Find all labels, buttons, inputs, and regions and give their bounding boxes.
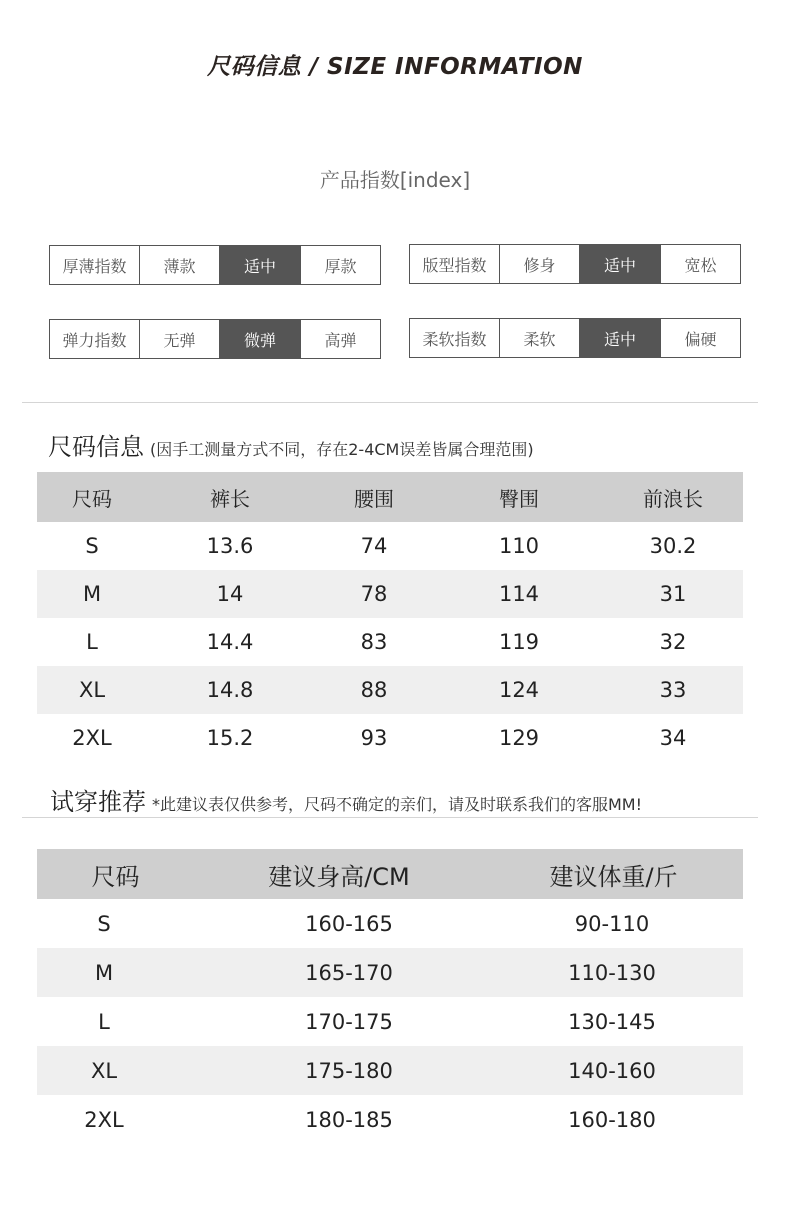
table-cell: 14.8: [206, 678, 254, 702]
index-option-selected: 适中: [219, 246, 300, 284]
table-row: [37, 1095, 743, 1144]
table-cell: S: [85, 534, 99, 558]
table-header-row: [37, 849, 743, 899]
index-group-elasticity: [49, 319, 381, 359]
index-option: 无弹: [139, 320, 219, 358]
table-row: [37, 1046, 743, 1095]
index-option: 高弹: [300, 320, 380, 358]
table-cell: S: [97, 911, 111, 936]
table-cell: 88: [360, 678, 388, 702]
table-row: [37, 997, 743, 1046]
table-cell: M: [94, 960, 114, 985]
table-cell: 34: [659, 726, 687, 750]
table-cell: 129: [498, 726, 540, 750]
index-option: 修身: [499, 245, 579, 283]
table-cell: 93: [360, 726, 388, 750]
size-info-title: 尺码信息: [48, 433, 144, 461]
table-cell: L: [98, 1009, 110, 1034]
table-row: [37, 618, 743, 666]
table-cell: 124: [498, 678, 540, 702]
recommendation-table: [37, 849, 743, 1144]
table-cell: 15.2: [206, 726, 254, 750]
table-cell: XL: [90, 1058, 118, 1083]
table-cell: 32: [659, 630, 687, 654]
table-cell: XL: [78, 678, 106, 702]
table-header-cell: 尺码: [91, 862, 140, 891]
table-cell: 2XL: [84, 1107, 124, 1132]
table-cell: 74: [360, 534, 388, 558]
divider: [22, 817, 758, 818]
table-header-cell: 裤长: [210, 486, 250, 511]
size-info-table: [37, 472, 743, 762]
table-header-row: [37, 472, 743, 522]
table-cell: 170-175: [305, 1009, 393, 1034]
index-option: 柔软: [499, 319, 579, 357]
index-option: 偏硬: [660, 319, 740, 357]
table-row: [37, 666, 743, 714]
table-header-cell: 前浪长: [643, 486, 703, 511]
index-group-thickness: [49, 245, 381, 285]
table-cell: 110: [498, 534, 540, 558]
table-cell: L: [86, 630, 98, 654]
index-label: 厚薄指数: [62, 256, 127, 276]
size-info-note: (因手工测量方式不同，存在2-4CM误差皆属合理范围): [150, 440, 534, 459]
table-cell: 78: [360, 582, 388, 606]
index-label: 柔软指数: [422, 329, 487, 349]
table-row: [37, 899, 743, 948]
table-row: [37, 714, 743, 762]
size-info-heading: [48, 427, 534, 462]
table-cell: 14.4: [206, 630, 254, 654]
table-header-cell: 建议身高/CM: [268, 862, 410, 891]
index-label: 版型指数: [422, 255, 487, 275]
index-option-selected: 适中: [579, 319, 660, 357]
table-row: [37, 570, 743, 618]
table-cell: 114: [498, 582, 540, 606]
table-cell: 110-130: [568, 960, 656, 985]
recommendation-note: *此建议表仅供参考，尺码不确定的亲们，请及时联系我们的客服MM!: [152, 795, 643, 814]
table-cell: 130-145: [568, 1009, 656, 1034]
table-cell: 160-165: [305, 911, 393, 936]
table-cell: 2XL: [72, 726, 112, 750]
table-cell: 33: [659, 678, 687, 702]
index-group-softness: [409, 318, 741, 358]
table-cell: 31: [659, 582, 687, 606]
table-cell: 119: [498, 630, 540, 654]
index-option-selected: 微弹: [219, 320, 300, 358]
table-header-cell: 臀围: [499, 486, 539, 511]
index-option-selected: 适中: [579, 245, 660, 283]
index-label: 弹力指数: [62, 330, 127, 350]
table-header-cell: 腰围: [354, 486, 394, 511]
table-cell: 140-160: [568, 1058, 656, 1083]
table-header-cell: 尺码: [72, 486, 112, 511]
index-option: 宽松: [660, 245, 740, 283]
table-row: [37, 522, 743, 570]
recommendation-title: 试穿推荐: [50, 788, 146, 816]
page-title: 尺码信息 / SIZE INFORMATION: [207, 54, 583, 80]
divider: [22, 402, 758, 403]
table-cell: 90-110: [574, 911, 650, 936]
table-cell: 165-170: [305, 960, 393, 985]
recommendation-heading: [50, 782, 642, 817]
table-cell: 13.6: [206, 534, 254, 558]
table-cell: 30.2: [649, 534, 697, 558]
table-cell: 160-180: [568, 1107, 656, 1132]
table-cell: 180-185: [305, 1107, 393, 1132]
index-group-fit: [409, 244, 741, 284]
table-cell: 175-180: [305, 1058, 393, 1083]
index-option: 厚款: [300, 246, 380, 284]
table-cell: 83: [360, 630, 388, 654]
table-header-cell: 建议体重/斤: [549, 862, 678, 891]
table-cell: 14: [216, 582, 244, 606]
product-index-heading: 产品指数[index]: [319, 168, 471, 192]
table-row: [37, 948, 743, 997]
table-cell: M: [82, 582, 102, 606]
index-option: 薄款: [139, 246, 219, 284]
